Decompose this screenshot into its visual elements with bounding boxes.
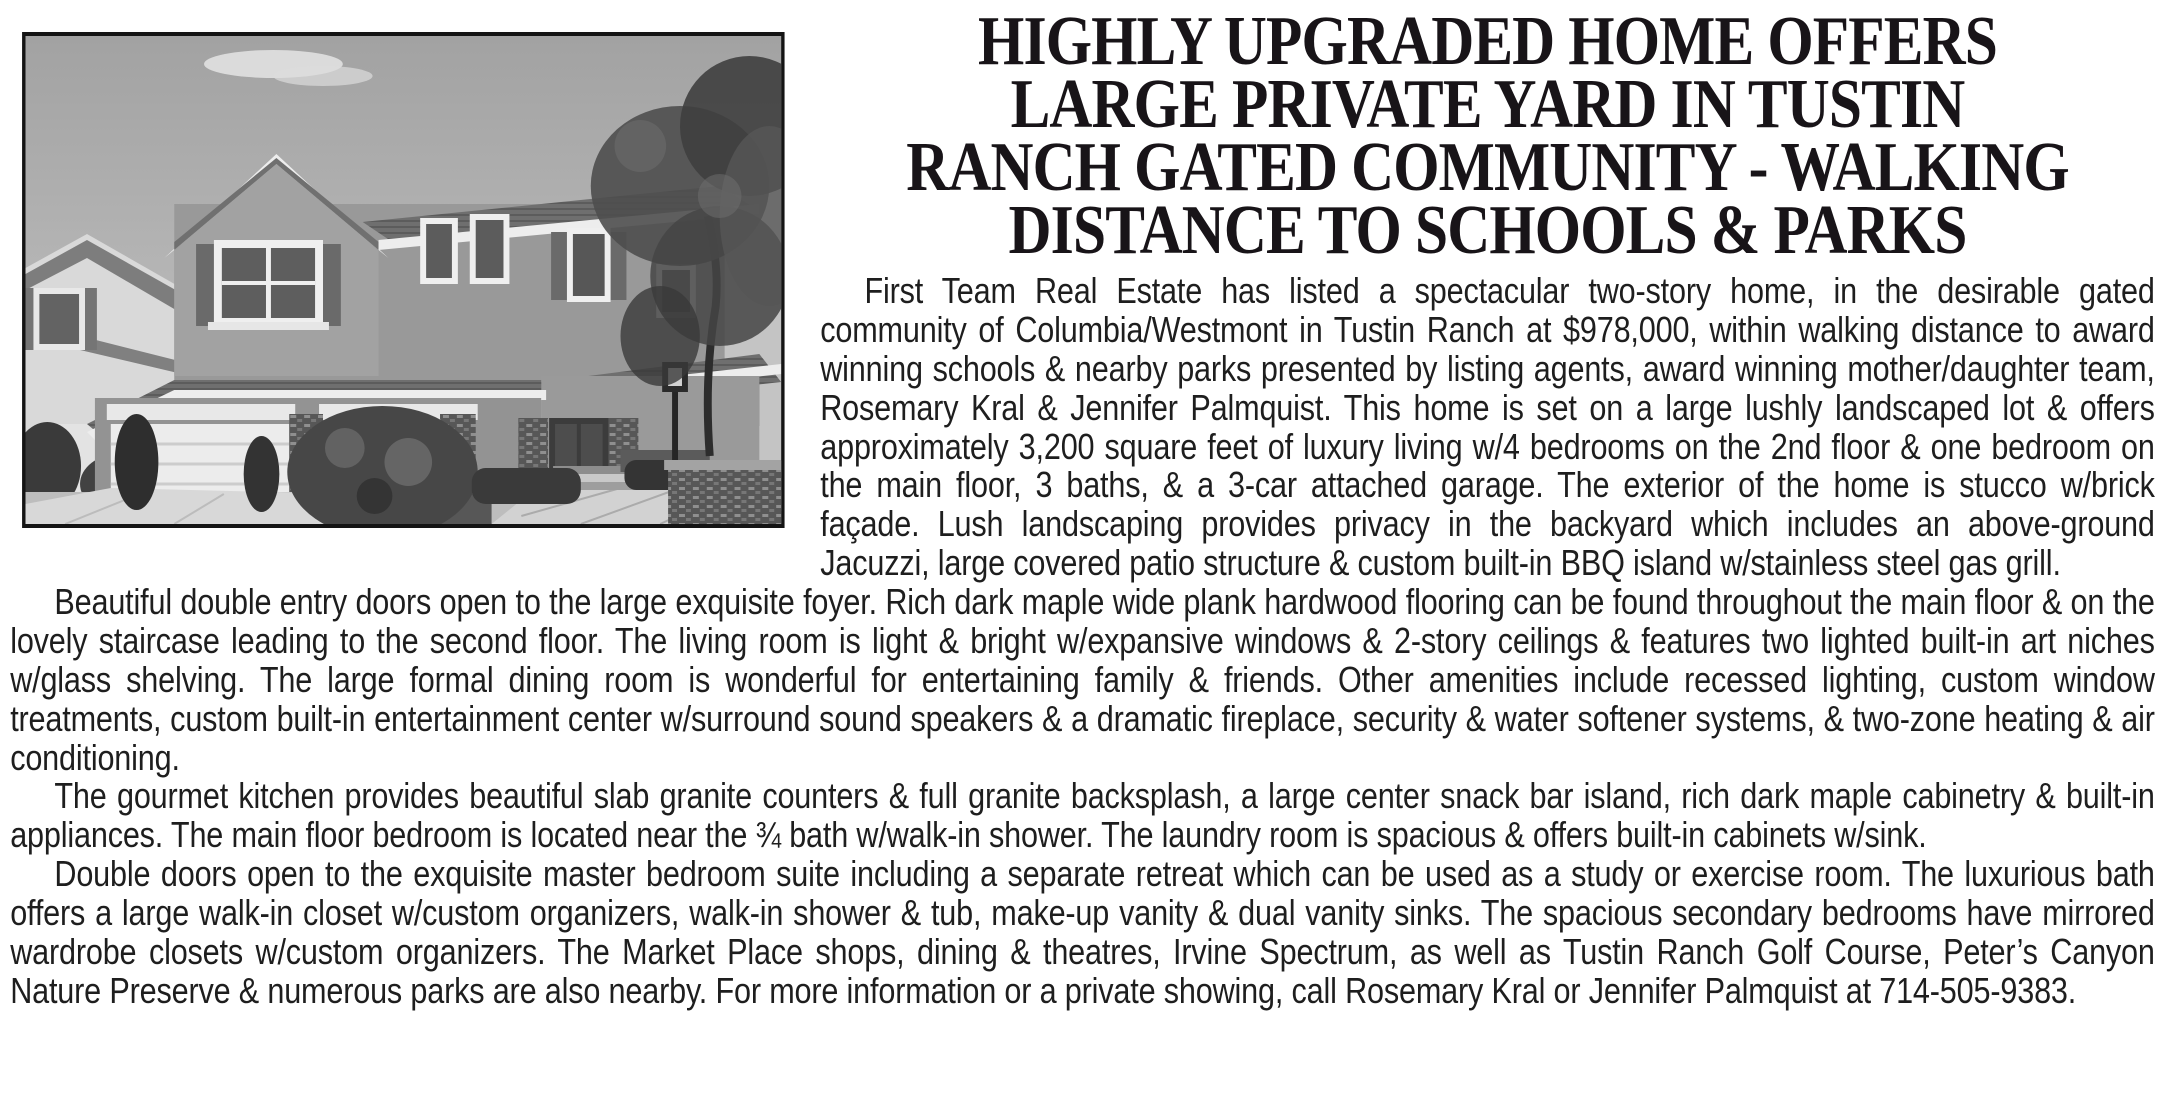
headline-line-4: DISTANCE TO SCHOOLS & PARKS [1008,192,1967,269]
house-photo-illustration [26,36,782,524]
house-photo [22,32,784,528]
headline-line-3: RANCH GATED COMMUNITY - WALKING [906,129,2069,206]
headline-line-2: LARGE PRIVATE YARD IN TUSTIN [1010,66,1965,143]
article [0,3,2168,1011]
paragraph-listing-overview: First Team Real Estate has listed a spectacular two-story home, in the desirable gated community of Columbia/Westmont in Tustin Ranch at $978,000, within walking distance to award winning schools & nearby parks presented by listing agents, award winning mother/daughter team, Rosemary Kral & Jennifer Palmquist. This home is set on a large lushly landscaped lot & offers approximately 3,200 square feet of luxury living w/4 bedrooms on the 2nd floor & one bedroom on the main floor, 3 baths, & a 3-car attached garage. The exterior of the home is stucco w/brick façade. Lush landscaping provides privacy in the backyard which includes an above-ground Jacuzzi, large covered patio structure & custom built-in BBQ island w/stainless steel gas grill. [820,270,2155,584]
paragraph-interior-features: Beautiful double entry doors open to the large exquisite foyer. Rich dark maple wide plank hardwood flooring can be found throughout the main floor & on the lovely staircase leading to the second floor. The living room is light & bright w/expansive windows & 2-story ceilings & features two lighted built-in art niches w/glass shelving. The large formal dining room is wonderful for entertaining family & friends. Other amenities include recessed lighting, custom window treatments, custom built-in entertainment center w/surround sound speakers & a dramatic fireplace, security & water softener systems, & two-zone heating & air conditioning. [10,581,2155,778]
paragraph-kitchen: The gourmet kitchen provides beautiful slab granite counters & full granite backsplash, a large center snack bar island, rich dark maple cabinetry & built-in appliances. The main floor bedroom is located near the ¾ bath w/walk-in shower. The laundry room is spacious & offers built-in cabinets w/sink. [10,775,2155,856]
article-canvas [0,3,2168,1011]
headline-line-1: HIGHLY UPGRADED HOME OFFERS [978,3,1997,80]
paragraph-master-suite-contact: Double doors open to the exquisite master bedroom suite including a separate retreat which can be used as a study or exercise room. The luxurious bath offers a large walk-in closet w/custom organizers, walk-in shower & tub, make-up vanity & dual vanity sinks. The spacious secondary bedrooms have mirrored wardrobe closets w/custom organizers. The Market Place shops, dining & theatres, Irvine Spectrum, as well as Tustin Ranch Golf Course, Peter’s Canyon Nature Preserve & numerous parks are also nearby. For more information or a private showing, call Rosemary Kral or Jennifer Palmquist at 714-505-9383. [10,853,2155,1011]
